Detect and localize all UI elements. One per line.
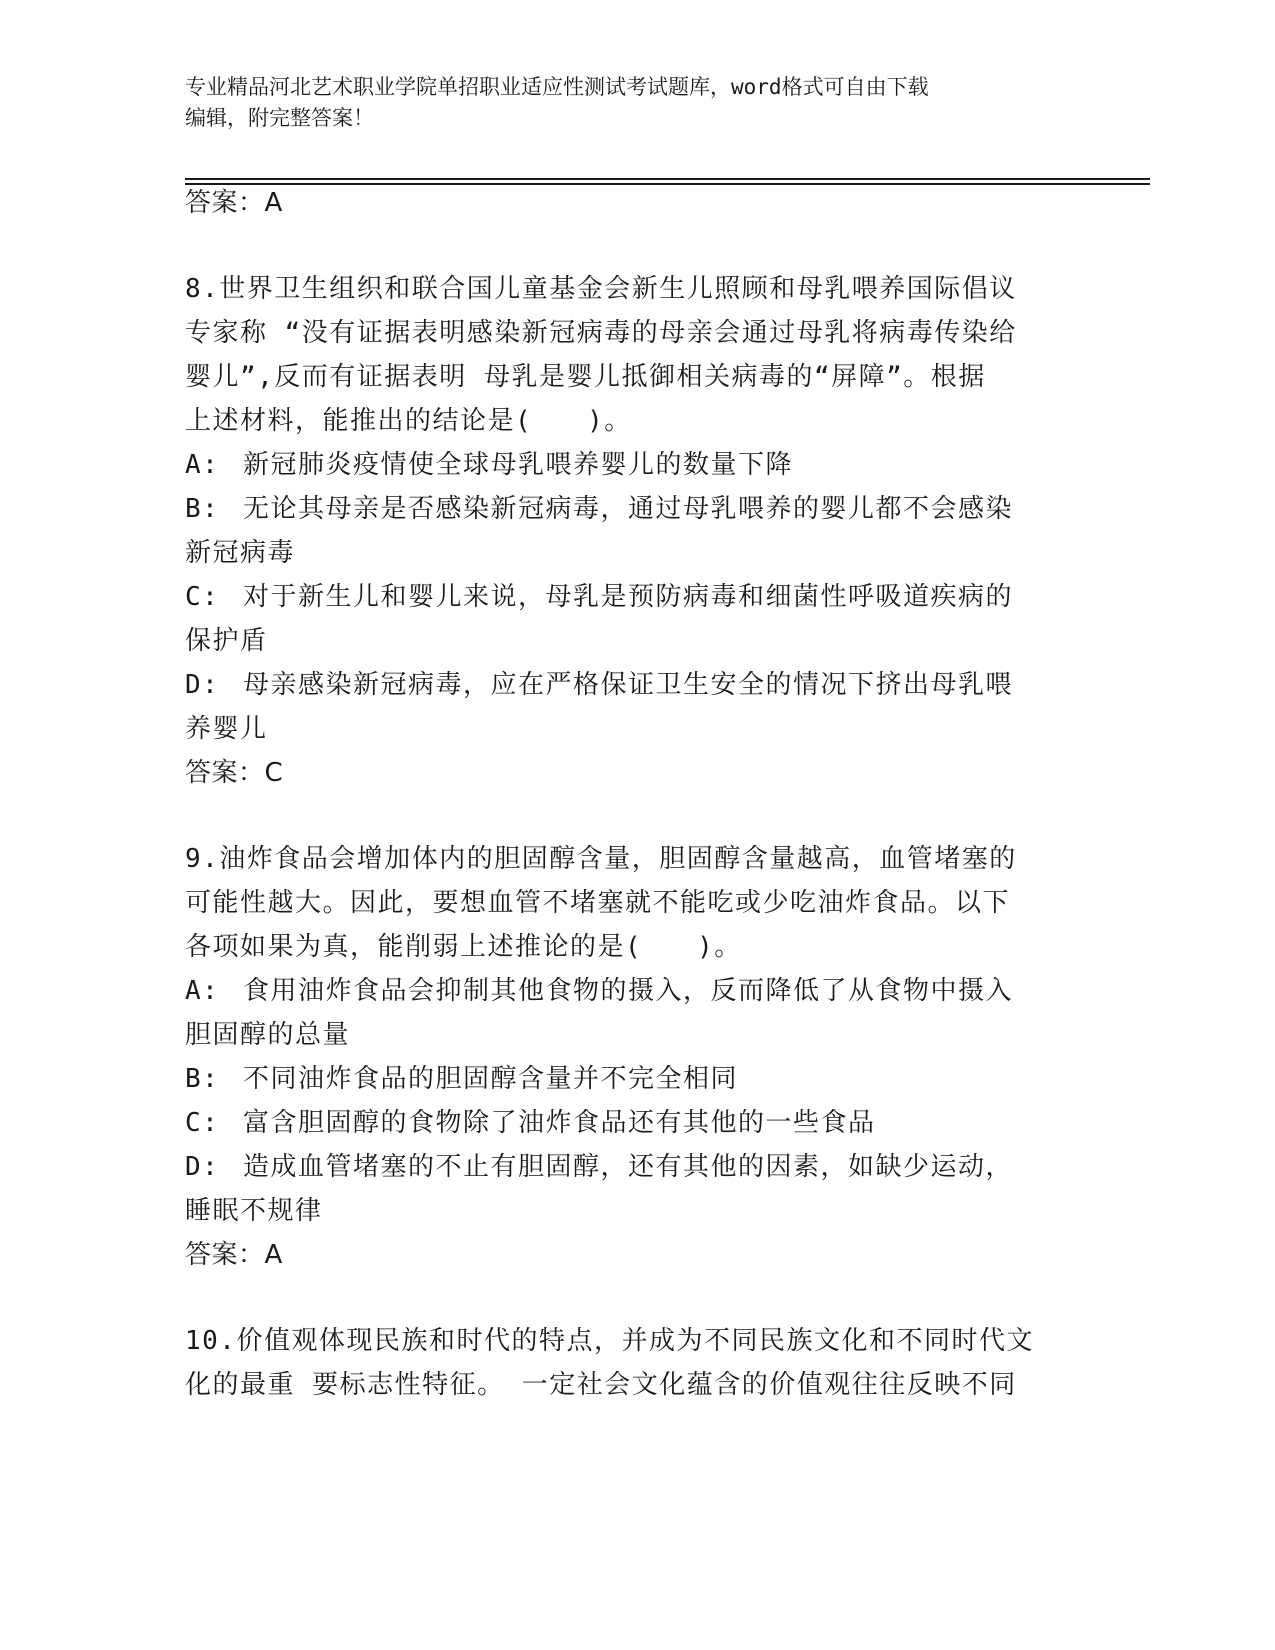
option-letter: D: (185, 670, 220, 700)
q8-option-c-cont: 保护盾 (185, 626, 268, 656)
q9-option-d-cont: 睡眠不规律 (185, 1196, 323, 1226)
q8-option-b-cont: 新冠病毒 (185, 538, 296, 568)
q9-stem-line-1: 9.油炸食品会增加体内的胆固醇含量，胆固醇含量越高，血管堵塞的 (185, 844, 1017, 874)
q9-option-a-cont: 胆固醇的总量 (185, 1020, 351, 1050)
q8-stem-line-2: 专家称 “没有证据表明感染新冠病毒的母亲会通过母乳将病毒传染给 (185, 318, 1017, 348)
q8-stem-line-1: 8.世界卫生组织和联合国儿童基金会新生儿照顾和母乳喂养国际倡议 (185, 274, 1017, 304)
q9-option-b (185, 1064, 738, 1094)
q9-stem-line-2: 可能性越大。因此，要想血管不堵塞就不能吃或少吃油炸食品。以下 (185, 888, 1011, 918)
option-text: 无论其母亲是否感染新冠病毒，通过母乳喂养的婴儿都不会感染 (243, 494, 1014, 524)
option-text: 不同油炸食品的胆固醇含量并不完全相同 (243, 1064, 739, 1094)
header-rule-bottom (185, 183, 1150, 185)
option-text: 对于新生儿和婴儿来说，母乳是预防病毒和细菌性呼吸道疾病的 (243, 582, 1014, 612)
option-text: 食用油炸食品会抑制其他食物的摄入，反而降低了从食物中摄入 (243, 976, 1014, 1006)
option-letter: D: (185, 1152, 220, 1182)
page-header (185, 72, 1085, 134)
q9-option-d (185, 1152, 1013, 1182)
option-text: 母亲感染新冠病毒，应在严格保证卫生安全的情况下挤出母乳喂 (243, 670, 1014, 700)
answer-q9: 答案：A (185, 1240, 283, 1270)
q9-option-a (185, 976, 1013, 1006)
header-rule-top (185, 178, 1150, 180)
option-letter: A: (185, 976, 220, 1006)
option-text: 新冠肺炎疫情使全球母乳喂养婴儿的数量下降 (243, 450, 794, 480)
q8-stem-line-4: 上述材料，能推出的结论是( )。 (185, 406, 632, 436)
option-text: 造成血管堵塞的不止有胆固醇，还有其他的因素，如缺少运动， (243, 1152, 1014, 1182)
option-letter: B: (185, 494, 220, 524)
option-letter: C: (185, 1108, 220, 1138)
header-line-2: 编辑，附完整答案！ (185, 106, 374, 130)
header-line-1: 专业精品河北艺术职业学院单招职业适应性测试考试题库，word格式可自由下载 (185, 75, 929, 99)
answer-q8: 答案：C (185, 758, 284, 788)
q10-stem-line-1: 10.价值观体现民族和时代的特点，并成为不同民族文化和不同时代文 (185, 1326, 1034, 1356)
q8-option-b (185, 494, 1013, 524)
q9-stem-line-3: 各项如果为真，能削弱上述推论的是( )。 (185, 932, 742, 962)
q8-option-c (185, 582, 1013, 612)
option-letter: B: (185, 1064, 220, 1094)
q8-option-d-cont: 养婴儿 (185, 714, 268, 744)
q10-stem-line-2: 化的最重 要标志性特征。 一定社会文化蕴含的价值观往往反映不同 (185, 1370, 1017, 1400)
option-text: 富含胆固醇的食物除了油炸食品还有其他的一些食品 (243, 1108, 876, 1138)
q8-stem-line-3: 婴儿”,反而有证据表明 母乳是婴儿抵御相关病毒的“屏障”。根据 (185, 362, 986, 392)
option-letter: A: (185, 450, 220, 480)
answer-q7: 答案：A (185, 188, 283, 218)
option-letter: C: (185, 582, 220, 612)
q8-option-a (185, 450, 793, 480)
q9-option-c (185, 1108, 876, 1138)
q8-option-d (185, 670, 1013, 700)
